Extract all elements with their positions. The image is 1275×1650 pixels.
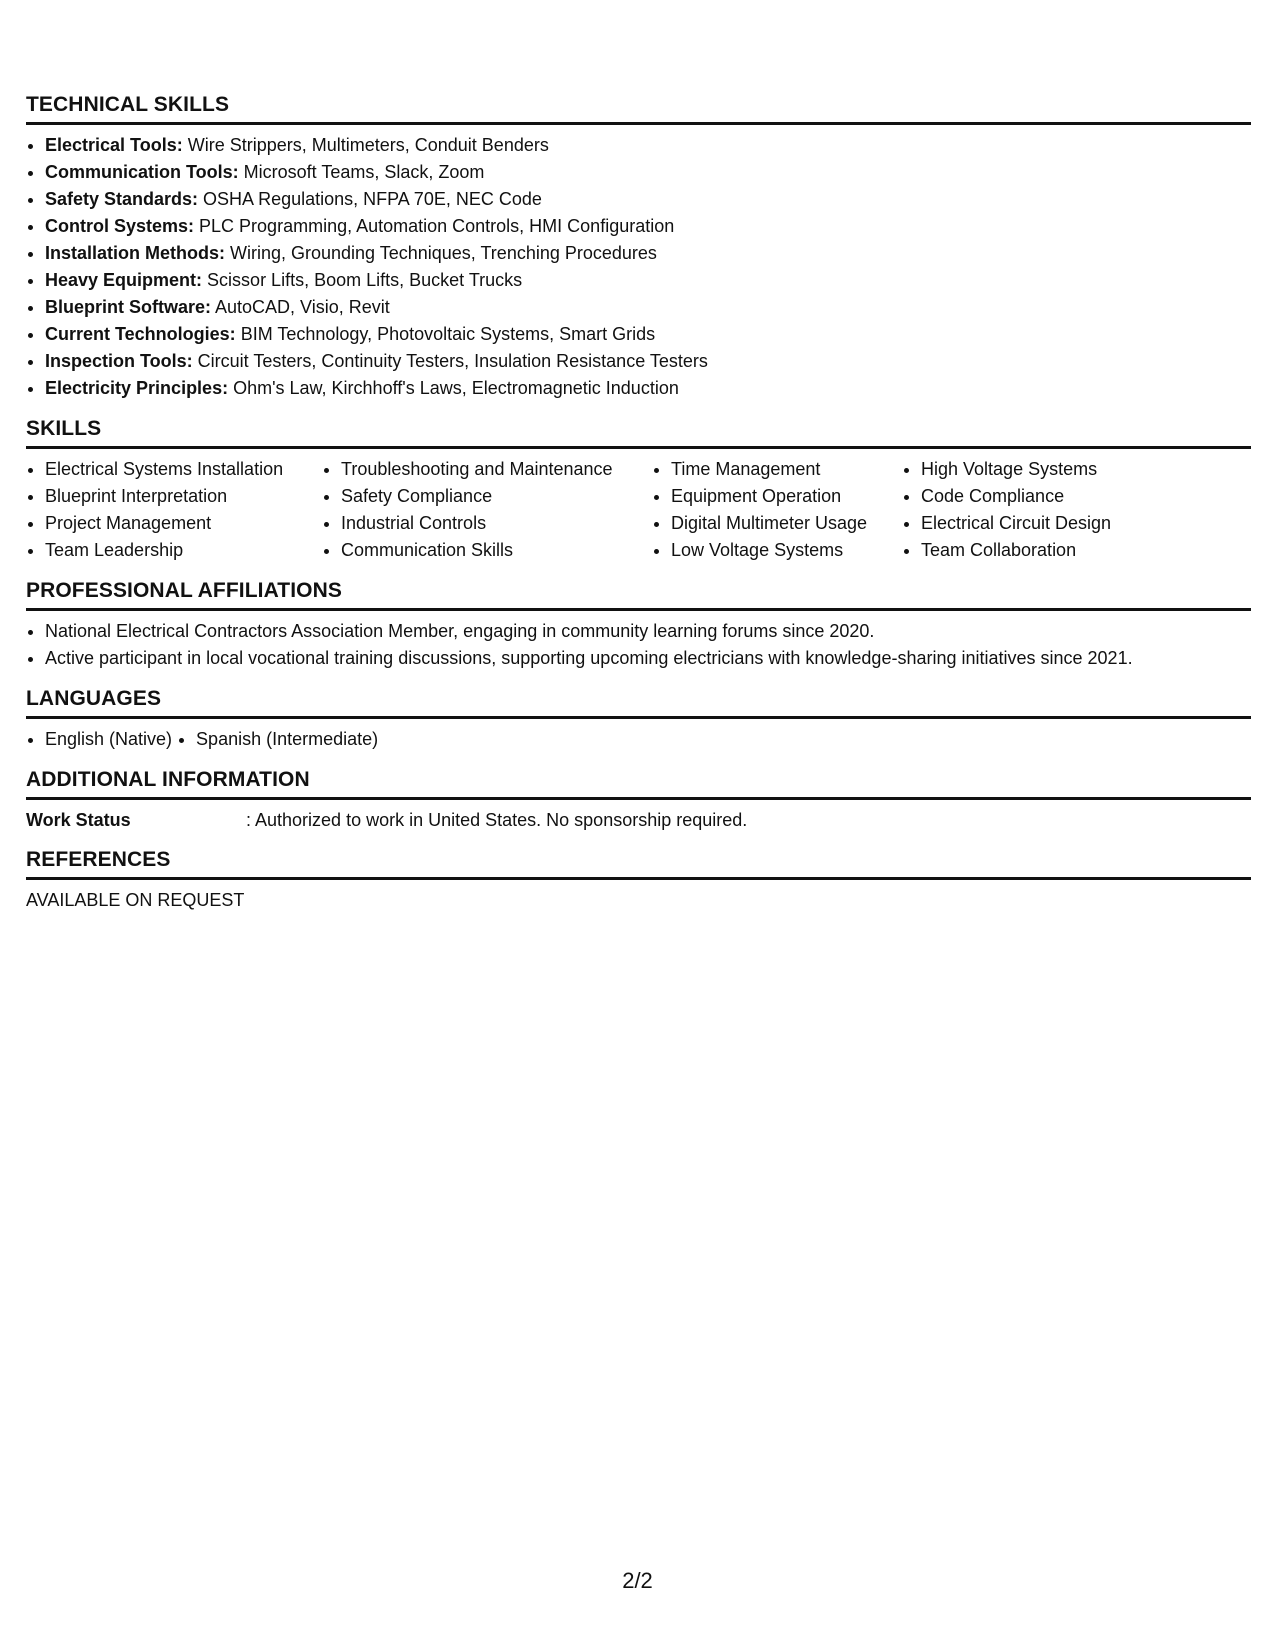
item-value: Wire Strippers, Multimeters, Conduit Benders	[182, 135, 549, 155]
skills-column	[26, 456, 322, 564]
additional-info-section	[26, 767, 1251, 833]
languages-section	[26, 686, 1251, 753]
list-item	[45, 240, 1251, 267]
item-value: Ohm's Law, Kirchhoff's Laws, Electromagnetic Induction	[228, 378, 679, 398]
list-item: • Blueprint Interpretation	[45, 483, 322, 510]
affiliations-section	[26, 578, 1251, 672]
item-label: Electricity Principles:	[45, 378, 229, 398]
section-title: ADDITIONAL INFORMATION	[26, 767, 1251, 800]
section-title: LANGUAGES	[26, 686, 1251, 719]
list-item	[45, 213, 1251, 240]
skills-column	[652, 456, 902, 564]
item-label: Electrical Tools:	[45, 135, 183, 155]
list-item: • Equipment Operation	[671, 483, 902, 510]
list-item: • English (Native)	[45, 726, 172, 753]
page-number: 2/2	[622, 1568, 653, 1593]
info-key: Work Status	[26, 810, 131, 830]
list-item: • Project Management	[45, 510, 322, 537]
item-value: PLC Programming, Automation Controls, HMI Configuration	[194, 216, 675, 236]
section-title: SKILLS	[26, 416, 1251, 449]
list-item: • Spanish (Intermediate)	[196, 726, 378, 753]
list-item: • Digital Multimeter Usage	[671, 510, 902, 537]
item-value: OSHA Regulations, NFPA 70E, NEC Code	[198, 189, 542, 209]
resume-page	[26, 92, 1251, 927]
technical-skills-section	[26, 92, 1251, 402]
list-item: • High Voltage Systems	[921, 456, 1242, 483]
list-item	[45, 294, 1251, 321]
list-item: • Code Compliance	[921, 483, 1242, 510]
item-value: BIM Technology, Photovoltaic Systems, Smart Grids	[235, 324, 656, 344]
references-section	[26, 847, 1251, 913]
item-value: Wiring, Grounding Techniques, Trenching Procedures	[225, 243, 657, 263]
info-row	[26, 807, 1251, 833]
item-value: Scissor Lifts, Boom Lifts, Bucket Trucks	[202, 270, 523, 290]
item-label: Heavy Equipment:	[45, 270, 203, 290]
list-item	[45, 132, 1251, 159]
technical-skills-list	[26, 132, 1251, 402]
list-item	[45, 348, 1251, 375]
item-label: Safety Standards:	[45, 189, 199, 209]
item-value: AutoCAD, Visio, Revit	[211, 297, 390, 317]
section-title: TECHNICAL SKILLS	[26, 92, 1251, 125]
affiliations-list	[26, 618, 1251, 672]
list-item: • Time Management	[671, 456, 902, 483]
item-label: Blueprint Software:	[45, 297, 212, 317]
item-label: Current Technologies:	[45, 324, 236, 344]
section-title: REFERENCES	[26, 847, 1251, 880]
item-label: Inspection Tools:	[45, 351, 193, 371]
list-item	[45, 321, 1251, 348]
item-label: Communication Tools:	[45, 162, 239, 182]
references-text: AVAILABLE ON REQUEST	[26, 890, 245, 910]
list-item: • Team Leadership	[45, 537, 322, 564]
skills-column	[902, 456, 1242, 564]
item-label: Control Systems:	[45, 216, 195, 236]
list-item: • Industrial Controls	[341, 510, 652, 537]
list-item	[45, 267, 1251, 294]
list-item: • Safety Compliance	[341, 483, 652, 510]
skills-section	[26, 416, 1251, 564]
list-item: • National Electrical Contractors Association Member, engaging in community learning forums since 2020.	[45, 618, 1251, 645]
item-value: Circuit Testers, Continuity Testers, Insulation Resistance Testers	[192, 351, 708, 371]
skills-grid	[26, 456, 1251, 564]
info-value: : Authorized to work in United States. No sponsorship required.	[246, 810, 748, 830]
skills-column	[322, 456, 652, 564]
list-item: • Active participant in local vocational training discussions, supporting upcoming electricians with knowledge-sharing initiatives since 2021.	[45, 645, 1251, 672]
list-item: • Electrical Systems Installation	[45, 456, 322, 483]
item-value: Microsoft Teams, Slack, Zoom	[238, 162, 485, 182]
list-item: • Team Collaboration	[921, 537, 1242, 564]
list-item: • Electrical Circuit Design	[921, 510, 1242, 537]
list-item	[45, 375, 1251, 402]
list-item	[45, 159, 1251, 186]
section-title: PROFESSIONAL AFFILIATIONS	[26, 578, 1251, 611]
list-item: • Communication Skills	[341, 537, 652, 564]
list-item	[45, 186, 1251, 213]
languages-list	[26, 726, 1251, 753]
item-label: Installation Methods:	[45, 243, 225, 263]
list-item: • Low Voltage Systems	[671, 537, 902, 564]
list-item: • Troubleshooting and Maintenance	[341, 456, 652, 483]
